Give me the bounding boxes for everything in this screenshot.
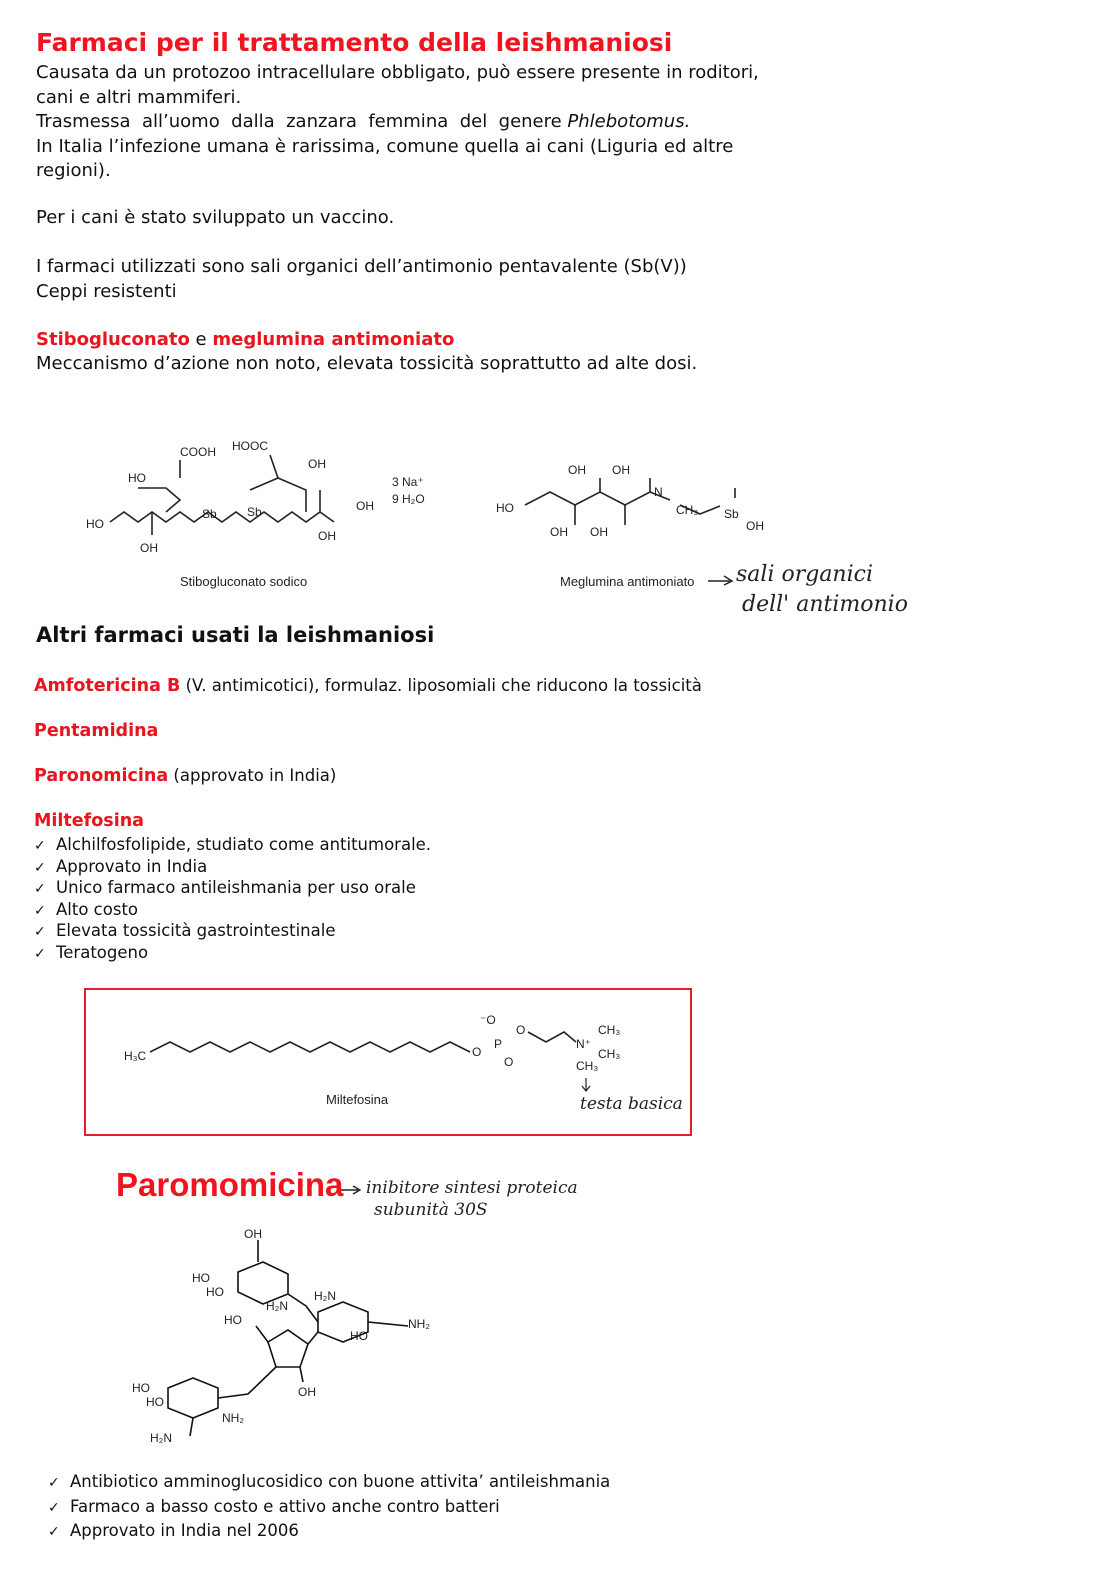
arrow-icon [340, 1184, 364, 1196]
p-label: P [494, 1037, 503, 1051]
n-plus-label: N⁺ [576, 1037, 591, 1051]
list-item: ✓ Alchilfosfolipide, studiato come antitumorale. [34, 834, 431, 856]
amfotericina-name: Amfotericina B [34, 676, 181, 696]
meg-oh-3: OH [550, 525, 568, 539]
paromo-ho-3: HO [224, 1313, 242, 1327]
intro-line-3-text: Trasmessa all’uomo dalla zanzara femmina del genere [36, 111, 568, 132]
intro-line-1: Causata da un protozoo intracellulare obbligato, può essere presente in roditori, [36, 62, 759, 83]
arrow-icon [706, 572, 738, 586]
paromomicina-points [48, 1470, 610, 1544]
check-icon: ✓ [34, 902, 46, 919]
meglumine-name: meglumina antimoniato [212, 329, 455, 350]
ch3-label-1: CH₃ [598, 1023, 621, 1037]
paromomicina-structure [128, 1222, 458, 1452]
paronomicina-name: Paronomicina [34, 766, 169, 786]
amfotericina-item [34, 676, 702, 696]
hooc-label: HOOC [232, 439, 268, 453]
paromo-nh2-2: NH₂ [222, 1411, 244, 1425]
check-icon: ✓ [34, 859, 46, 876]
miltefosina-points [34, 834, 431, 963]
pentamidina-name: Pentamidina [34, 721, 159, 741]
oh-label-3: OH [356, 499, 374, 513]
list-item: ✓ Farmaco a basso costo e attivo anche contro batteri [48, 1495, 610, 1520]
antimony-salts-note: I farmaci utilizzati sono sali organici dell’antimonio pentavalente (Sb(V)) [36, 256, 687, 277]
vaccine-note: Per i cani è stato sviluppato un vaccino. [36, 207, 395, 228]
o-label-3: O [516, 1023, 526, 1037]
meglumine-label: Meglumina antimoniato [560, 574, 695, 589]
stibogluconate-structure [110, 455, 334, 535]
basic-head-note: testa basica [580, 1094, 683, 1114]
oh-label-2: OH [308, 457, 326, 471]
paromomicina-note-line-1: inibitore sintesi proteica [366, 1178, 578, 1198]
check-icon: ✓ [48, 1475, 60, 1491]
meg-oh-2: OH [612, 463, 630, 477]
amfotericina-desc: (V. antimicotici), formulaz. liposomiali che riducono la tossicità [180, 676, 702, 695]
list-item: ✓ Approvato in India nel 2006 [48, 1519, 610, 1544]
resistant-strains-note: Ceppi resistenti [36, 281, 177, 302]
pentamidina-item [34, 721, 158, 741]
ho-label-1: HO [128, 471, 146, 485]
stibo-mechanism: Meccanismo d’azione non noto, elevata tossicità soprattutto ad alte dosi. [36, 353, 698, 374]
check-icon: ✓ [48, 1499, 60, 1516]
paromomicina-note-line-2: subunità 30S [374, 1200, 488, 1220]
paromo-h2n-2: H₂N [314, 1289, 336, 1303]
paronomicina-desc: (approvato in India) [168, 766, 337, 785]
o-label-1: O [472, 1045, 482, 1059]
stibogluconate-label: Stibogluconato sodico [180, 574, 308, 589]
list-item: ✓ Unico farmaco antileishmania per uso orale [34, 877, 431, 899]
paromo-ho-4: HO [350, 1329, 368, 1343]
paronomicina-item [34, 766, 336, 786]
meg-oh-4: OH [590, 525, 608, 539]
antimony-note-line-2: dell' antimonio [742, 592, 908, 617]
sb-label-1: Sb [202, 507, 217, 521]
oh-label-4: OH [318, 529, 336, 543]
paromo-ho-2: HO [206, 1285, 224, 1299]
meg-oh-1: OH [568, 463, 586, 477]
paromo-oh-1: OH [244, 1227, 262, 1241]
stibo-name: Stibogluconato [36, 329, 190, 350]
h3c-label: H₃C [124, 1049, 147, 1063]
list-item: ✓ Teratogeno [34, 942, 431, 964]
paromomicina-title: Paromomicina [116, 1166, 344, 1203]
antimony-note-line-1: sali organici [736, 562, 873, 587]
sb-label-2: Sb [247, 505, 262, 519]
paromo-oh-2: OH [298, 1385, 316, 1399]
paromo-ho-5: HO [132, 1381, 150, 1395]
check-icon: ✓ [34, 924, 46, 940]
ch3-label-2: CH₃ [598, 1047, 621, 1061]
sodium-label: 3 Na⁺ [392, 475, 424, 489]
check-icon: ✓ [34, 881, 46, 897]
ch3-label-3: CH₃ [576, 1059, 599, 1073]
o-label-2: O [504, 1055, 514, 1069]
intro-line-5: regioni). [36, 160, 111, 181]
list-item: ✓ Elevata tossicità gastrointestinale [34, 920, 431, 942]
meg-oh-5: OH [746, 519, 764, 533]
check-icon: ✓ [34, 838, 46, 854]
cooh-label: COOH [180, 445, 216, 459]
miltefosina-box [84, 988, 692, 1136]
meg-ch3-label: CH₃ [676, 503, 699, 517]
paromo-h2n-1: H₂N [266, 1299, 288, 1313]
intro-line-2: cani e altri mammiferi. [36, 86, 242, 108]
intro-line-3 [36, 110, 811, 135]
oh-label-1: OH [140, 541, 158, 555]
list-item: ✓ Alto costo [34, 899, 431, 921]
meg-sb-label: Sb [724, 507, 739, 521]
list-item: ✓ Approvato in India [34, 856, 431, 878]
other-drugs-heading: Altri farmaci usati la leishmaniosi [36, 623, 435, 647]
paromo-h2n-3: H₂N [150, 1431, 172, 1445]
stibo-conj: e [189, 329, 213, 350]
check-icon: ✓ [34, 945, 46, 962]
stibo-heading [36, 328, 454, 353]
paromo-ho-1: HO [192, 1271, 210, 1285]
antimony-structures [80, 430, 780, 600]
water-label: 9 H₂O [392, 492, 425, 506]
miltefosina-name: Miltefosina [34, 811, 144, 831]
meg-n-label: N [654, 485, 663, 499]
o-minus-label: ⁻O [480, 1013, 496, 1027]
meg-ho-label: HO [496, 501, 514, 515]
check-icon: ✓ [48, 1524, 60, 1540]
list-item: ✓ Antibiotico amminoglucosidico con buone attivita’ antileishmania [48, 1470, 610, 1495]
phlebotomus-genus: Phlebotomus. [567, 111, 691, 132]
paromo-nh2-1: NH₂ [408, 1317, 430, 1331]
ho-label-2: HO [86, 517, 104, 531]
miltefosina-item [34, 811, 144, 831]
meglumine-structure [525, 478, 735, 525]
miltefosina-label: Miltefosina [326, 1092, 389, 1107]
intro-line-4: In Italia l’infezione umana è rarissima, comune quella ai cani (Liguria ed altre [36, 135, 734, 157]
page-title: Farmaci per il trattamento della leishmaniosi [36, 28, 673, 57]
paromo-ho-6: HO [146, 1395, 164, 1409]
intro-paragraph [36, 61, 811, 184]
